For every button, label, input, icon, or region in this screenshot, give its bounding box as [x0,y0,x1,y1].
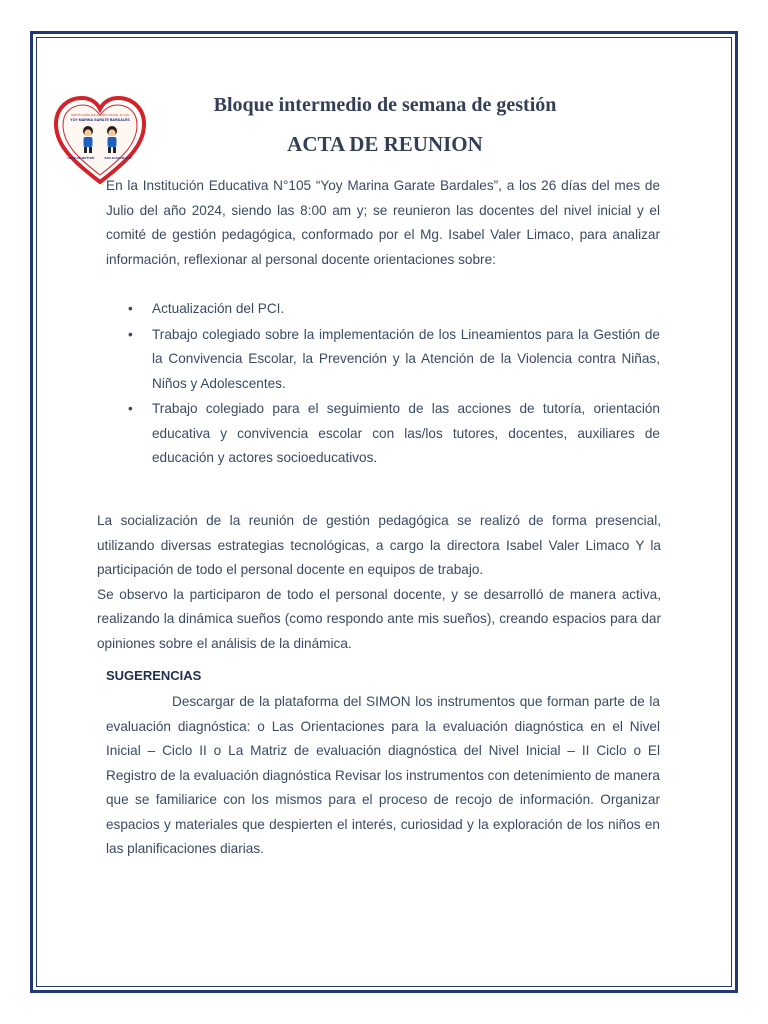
logo-name-text: YOY MARINA GARATE BARDALES [70,118,130,122]
bullet-icon: • [128,401,133,416]
document-title: ACTA DE REUNION [287,132,483,156]
agenda-list [106,297,660,472]
school-logo-heart [54,96,146,184]
sugerencias-text: Descargar de la plataforma del SIMON los instrumentos que forman parte de la evaluación diagnóstica: o Las Orientaciones para la evaluación diagnóstica en el Nivel Inicial – Ciclo II o La Matriz de evaluación diagnóstica del Nivel Inicial – II Ciclo o El Registro de la evaluación diagnóstica Revisar los instrumentos con detenimiento de manera que se familiarice con los mismos para el proceso de recojo de información. Organizar espacios y materiales que despierten el interés, curiosidad y la exploración de los niños en las planificaciones diarias. [106,694,660,856]
document-subtitle: Bloque intermedio de semana de gestión [213,94,557,116]
agenda-item-text: Trabajo colegiado para el seguimiento de las acciones de tutoría, orientación educativa y convivencia escolar con las/los tutores, docentes, auxiliares de educación y actores socioeducativos. [152,401,660,465]
socializacion-paragraph: La socialización de la reunión de gestión pedagógica se realizó de forma presencial, utilizando diversas estrategias tecnológicas, a cargo la directora Isabel Valer Limaco Y la participación de todo el personal docente en equipos de trabajo. [97,513,661,577]
socializacion-section [97,509,661,656]
sugerencias-heading: SUGERENCIAS [106,668,202,683]
agenda-item [106,397,660,471]
agenda-item-text: Actualización del PCI. [152,301,285,316]
agenda-item-text: Trabajo colegiado sobre la implementación de los Lineamientos para la Gestión de la Convivencia Escolar, la Prevención y la Atención de la Violencia contra Niñas, Niños y Adolescentes. [152,326,660,391]
observacion-paragraph: Se observo la participaron de todo el personal docente, y se desarrolló de manera activa, realizando la dinámica sueños (como respondo ante mis sueños), creando espacios para dar opiniones sobre el análisis de la dinámica. [97,586,661,651]
agenda-item [106,297,660,322]
logo-bottom-right-text: SAN JUAN DE LUR [104,156,132,160]
logo-bottom-left-text: CRUZ DE MOTUPE [67,156,95,160]
logo-top-text: INSTITUCIÓN EDUCATIVA INICIAL N° 105 [71,113,129,117]
agenda-item [106,323,660,397]
sugerencias-paragraph [106,690,660,862]
intro-paragraph: En la Institución Educativa N°105 “Yoy Marina Garate Bardales”, a los 26 días del mes de Julio del año 2024, siendo las 8:00 am y; se reunieron las docentes del nivel inicial y el comité de gestión pedagógica, conformado por el Mg. Isabel Valer Limaco, para analizar información, reflexionar al personal docente orientaciones sobre: [106,178,660,267]
bullet-icon: • [128,326,133,342]
bullet-icon: • [128,301,133,316]
